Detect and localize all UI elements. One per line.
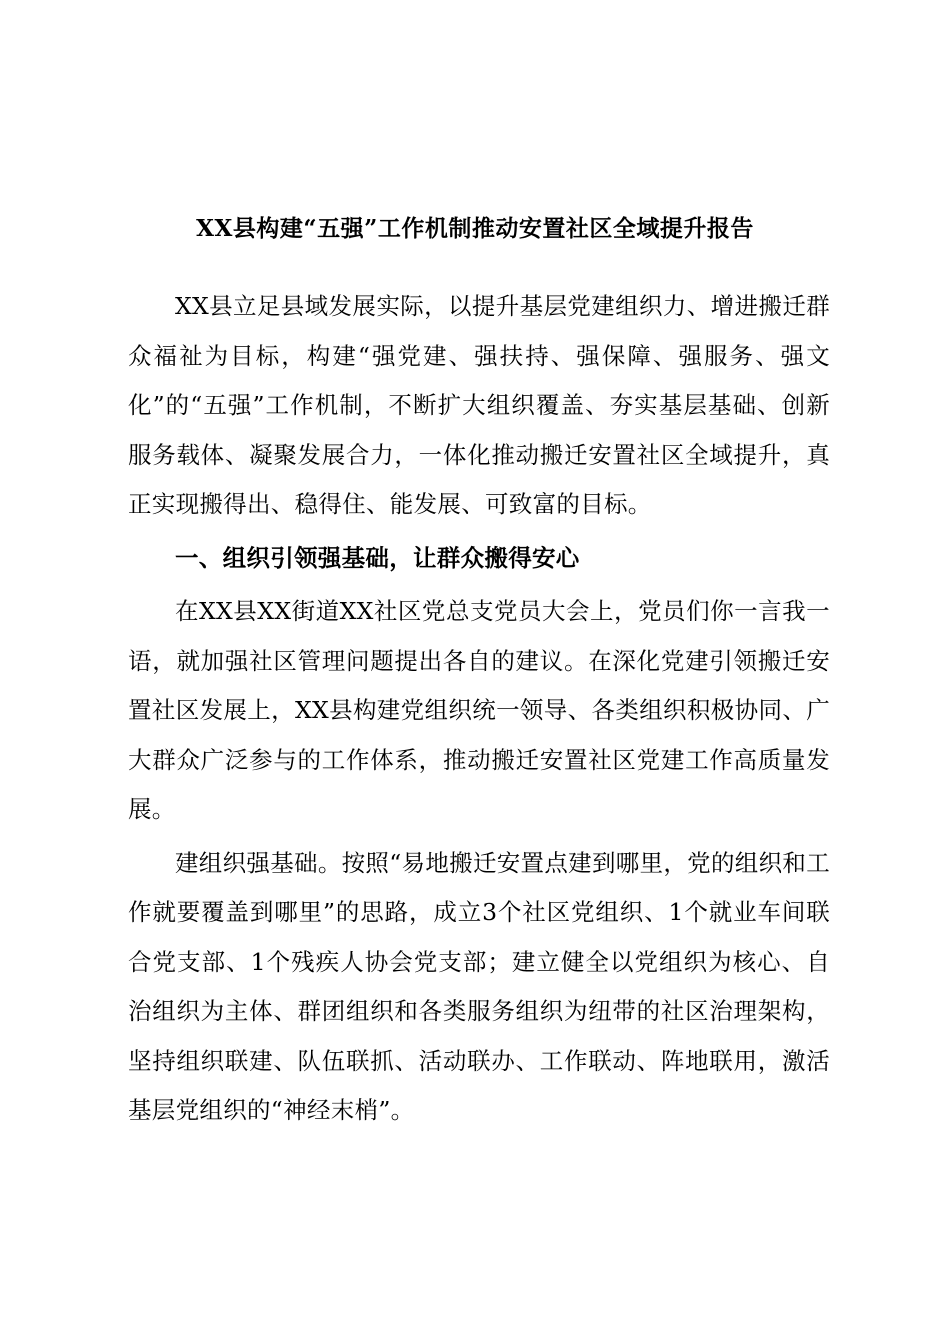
document-body (128, 282, 830, 1136)
section-heading-1: 一、组织引领强基础，让群众搬得安心 (175, 543, 580, 572)
intro-paragraph: XX县立足县域发展实际，以提升基层党建组织力、增进搬迁群众福祉为目标，构建“强党建、强扶持、强保障、强服务、强文化”的“五强”工作机制，不断扩大组织覆盖、夯实基层基础、创新服务载体、凝聚发展合力，一体化推动搬迁安置社区全域提升，真正实现搬得出、稳得住、能发展、可致富的目标。 (128, 292, 830, 518)
section1-paragraph-2: 建组织强基础。按照“易地搬迁安置点建到哪里，党的组织和工作就要覆盖到哪里”的思路，成立3个社区党组织、1个就业车间联合党支部、1个残疾人协会党支部；建立健全以党组织为核心、自治组织为主体、群团组织和各类服务组织为纽带的社区治理架构，坚持组织联建、队伍联抓、活动联办、工作联动、阵地联用，激活基层党组织的“神经末梢”。 (128, 848, 830, 1124)
document-title: XX县构建“五强”工作机制推动安置社区全域提升报告 (196, 215, 754, 242)
section1-paragraph-1: 在XX县XX街道XX社区党总支党员大会上，党员们你一言我一语，就加强社区管理问题提出各自的建议。在深化党建引领搬迁安置社区发展上，XX县构建党组织统一领导、各类组织积极协同、广大群众广泛参与的工作体系，推动搬迁安置社区党建工作高质量发展。 (128, 597, 830, 823)
